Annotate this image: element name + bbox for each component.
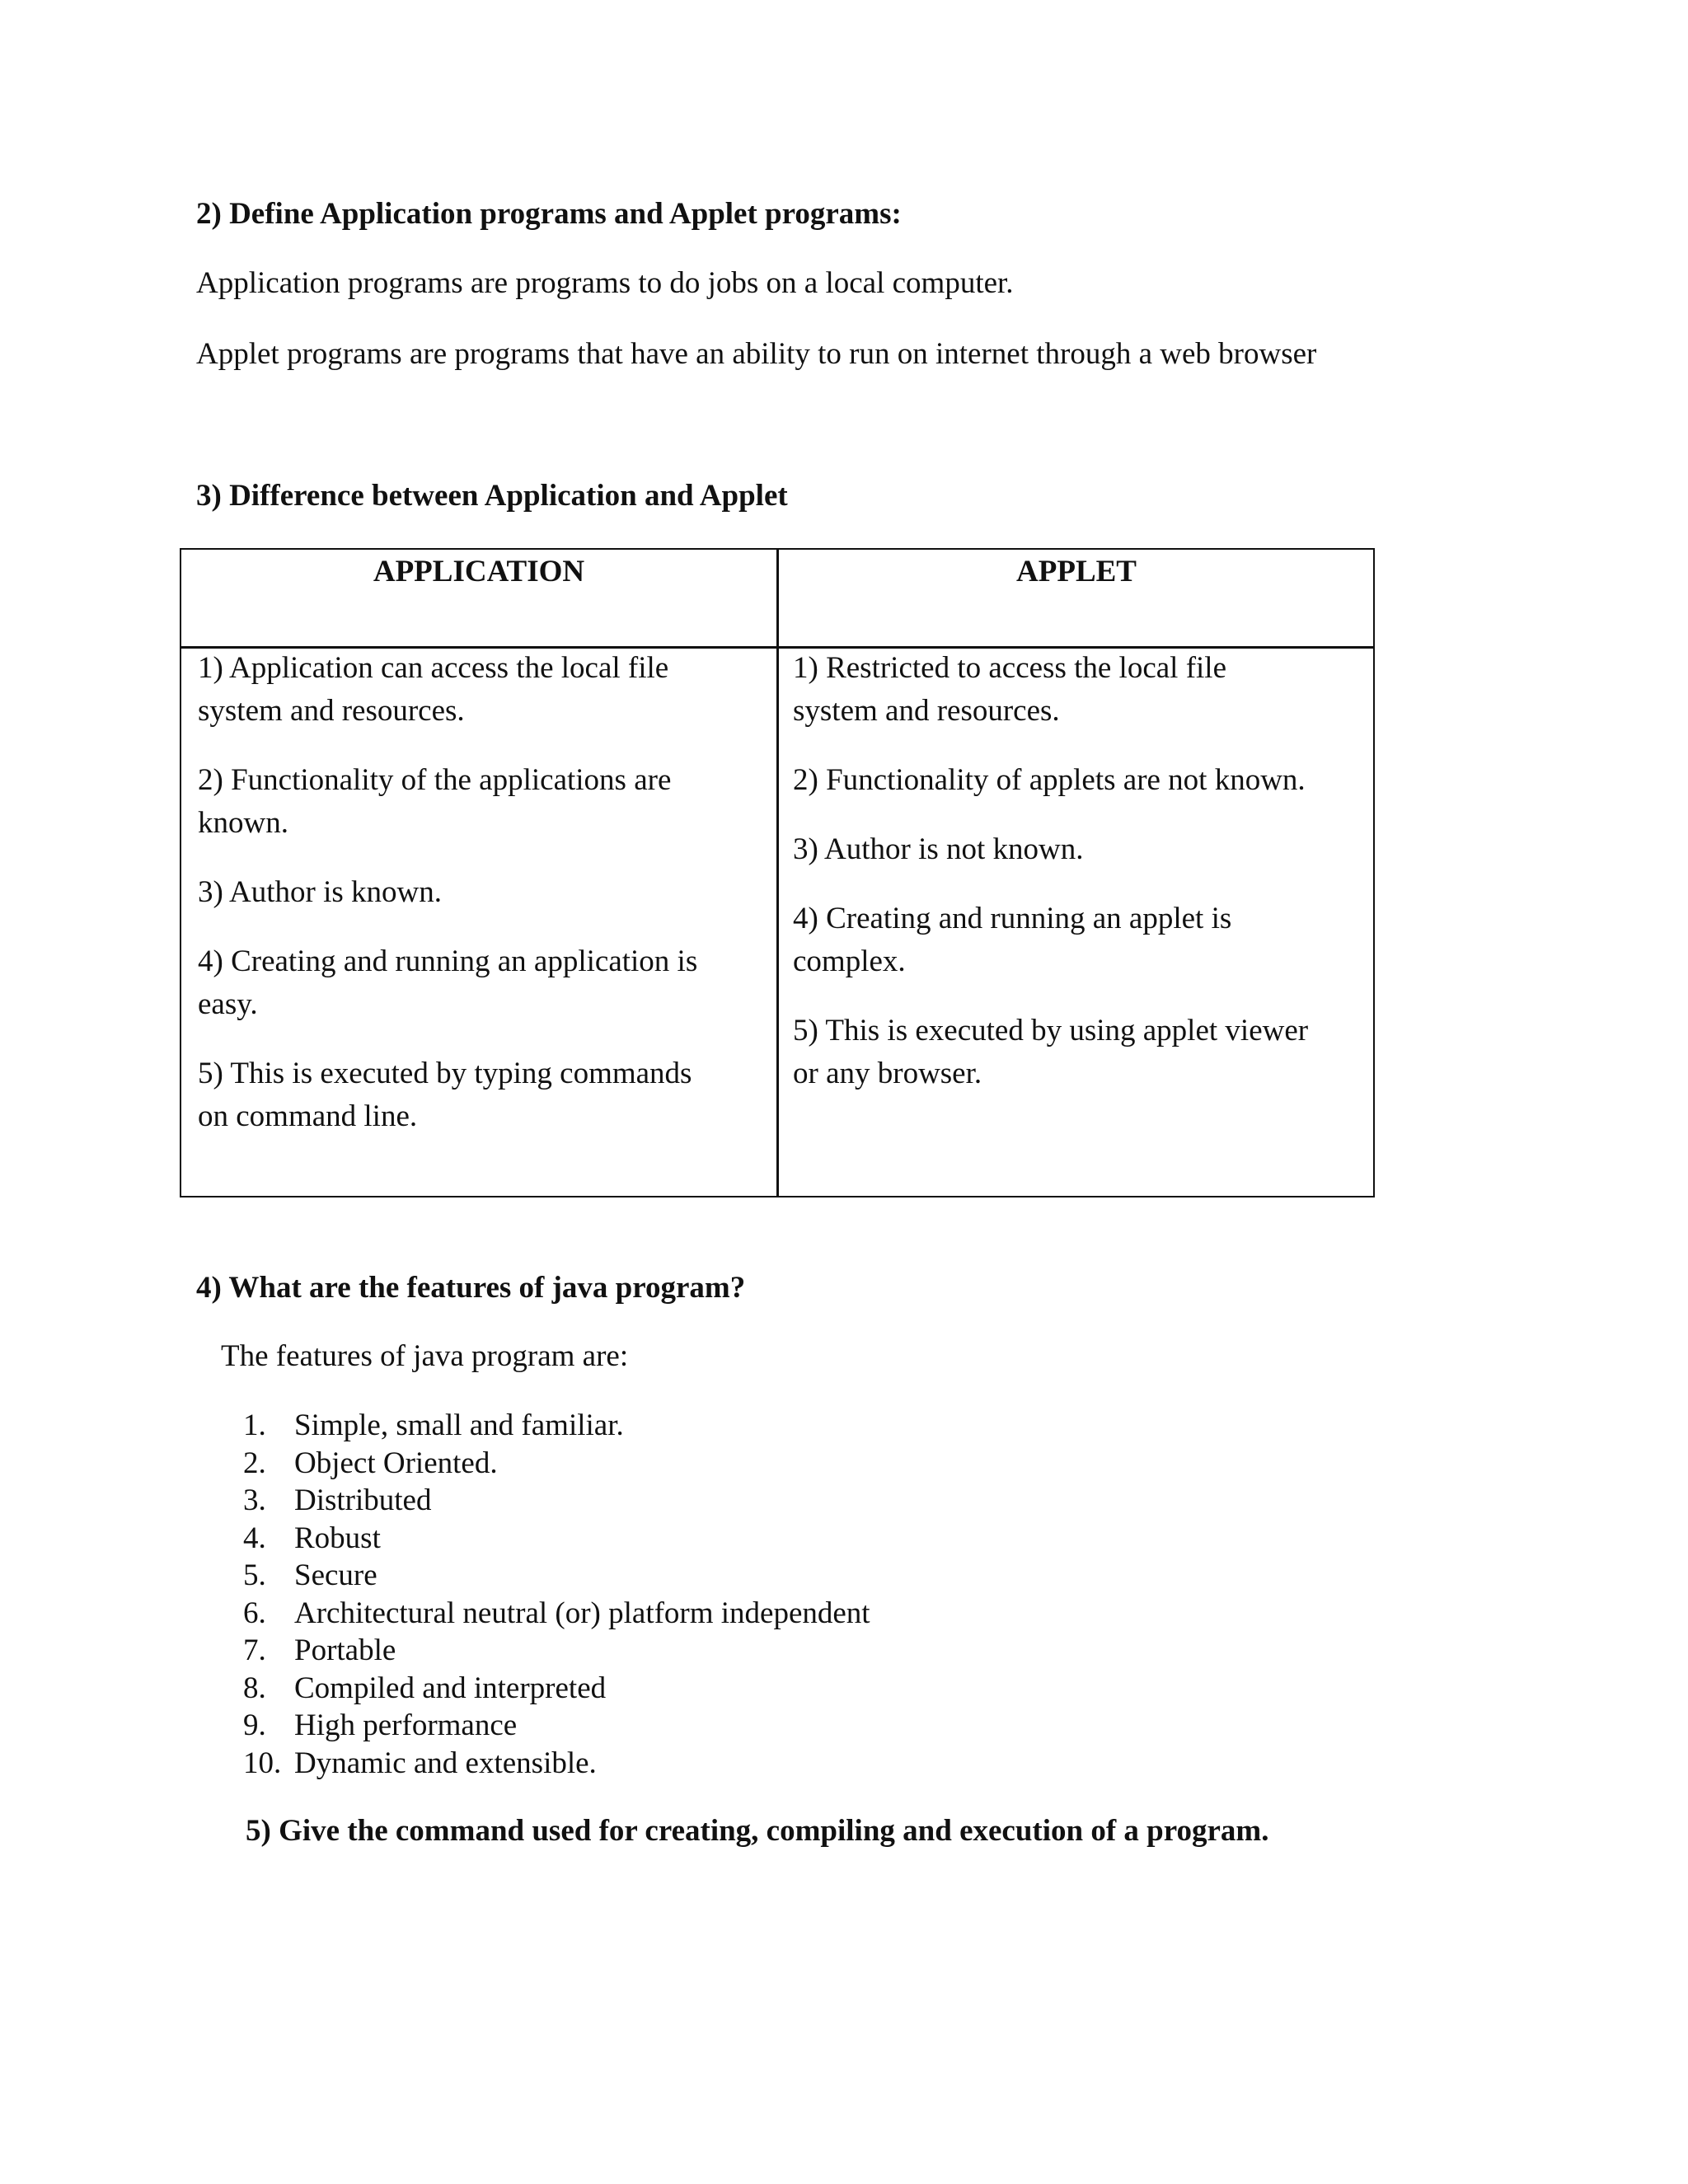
features-intro: The features of java program are: [221,1339,629,1373]
list-item-text: Robust [294,1521,381,1555]
list-item [243,1707,870,1745]
list-item-text: Portable [294,1633,396,1667]
list-item-number: 4. [243,1521,266,1555]
section-3-heading: 3) Difference between Application and Applet [196,479,788,513]
list-item-text: Compiled and interpreted [294,1671,607,1705]
list-item-number: 9. [243,1708,266,1742]
list-item [243,1520,870,1558]
applet-point-4: 4) Creating and running an applet is complex. [793,902,1232,978]
list-item-number: 1. [243,1408,266,1442]
list-item-number: 8. [243,1671,266,1705]
list-item-text: Simple, small and familiar. [294,1408,624,1442]
application-point-4: 4) Creating and running an application is easy. [198,944,698,1021]
features-list [243,1407,870,1782]
list-item [243,1445,870,1483]
list-item-number: 2. [243,1446,266,1480]
applet-column [793,647,1362,1122]
applet-definition: Applet programs are programs that have an ability to run on internet through a web browser [196,337,1317,371]
applet-point-2: 2) Functionality of applets are not known. [793,763,1306,797]
list-item-number: 7. [243,1633,266,1667]
application-column [198,647,767,1165]
application-point-3: 3) Author is known. [198,875,442,909]
list-item-number: 6. [243,1596,266,1630]
list-item [243,1482,870,1520]
list-item-text: Distributed [294,1483,432,1517]
applet-point-1: 1) Restricted to access the local file system and resources. [793,651,1227,728]
list-item-number: 10. [243,1746,282,1780]
list-item [243,1670,870,1708]
applet-point-5: 5) This is executed by using applet viewer or any browser. [793,1014,1309,1090]
application-point-2: 2) Functionality of the applications are known. [198,763,672,840]
section-4-heading: 4) What are the features of java program? [196,1271,746,1305]
application-definition: Application programs are programs to do jobs on a local computer. [196,266,1014,300]
section-2-heading: 2) Define Application programs and Applet programs: [196,197,902,231]
list-item-number: 5. [243,1558,266,1592]
comparison-table [180,548,1375,1197]
list-item [243,1595,870,1633]
list-item [243,1557,870,1595]
list-item-text: Secure [294,1558,377,1592]
list-item-number: 3. [243,1483,266,1517]
list-item [243,1407,870,1445]
application-column-header: APPLICATION [373,555,585,588]
section-5-heading: 5) Give the command used for creating, compiling and execution of a program. [246,1814,1269,1848]
application-point-1: 1) Application can access the local file system and resources. [198,651,669,728]
list-item-text: Dynamic and extensible. [294,1746,597,1780]
applet-column-header: APPLET [1016,555,1137,588]
list-item-text: Object Oriented. [294,1446,498,1480]
list-item-text: Architectural neutral (or) platform independent [294,1596,870,1630]
list-item [243,1632,870,1670]
application-point-5: 5) This is executed by typing commands on command line. [198,1057,692,1133]
list-item [243,1745,870,1783]
list-item-text: High performance [294,1708,518,1742]
applet-point-3: 3) Author is not known. [793,832,1084,866]
